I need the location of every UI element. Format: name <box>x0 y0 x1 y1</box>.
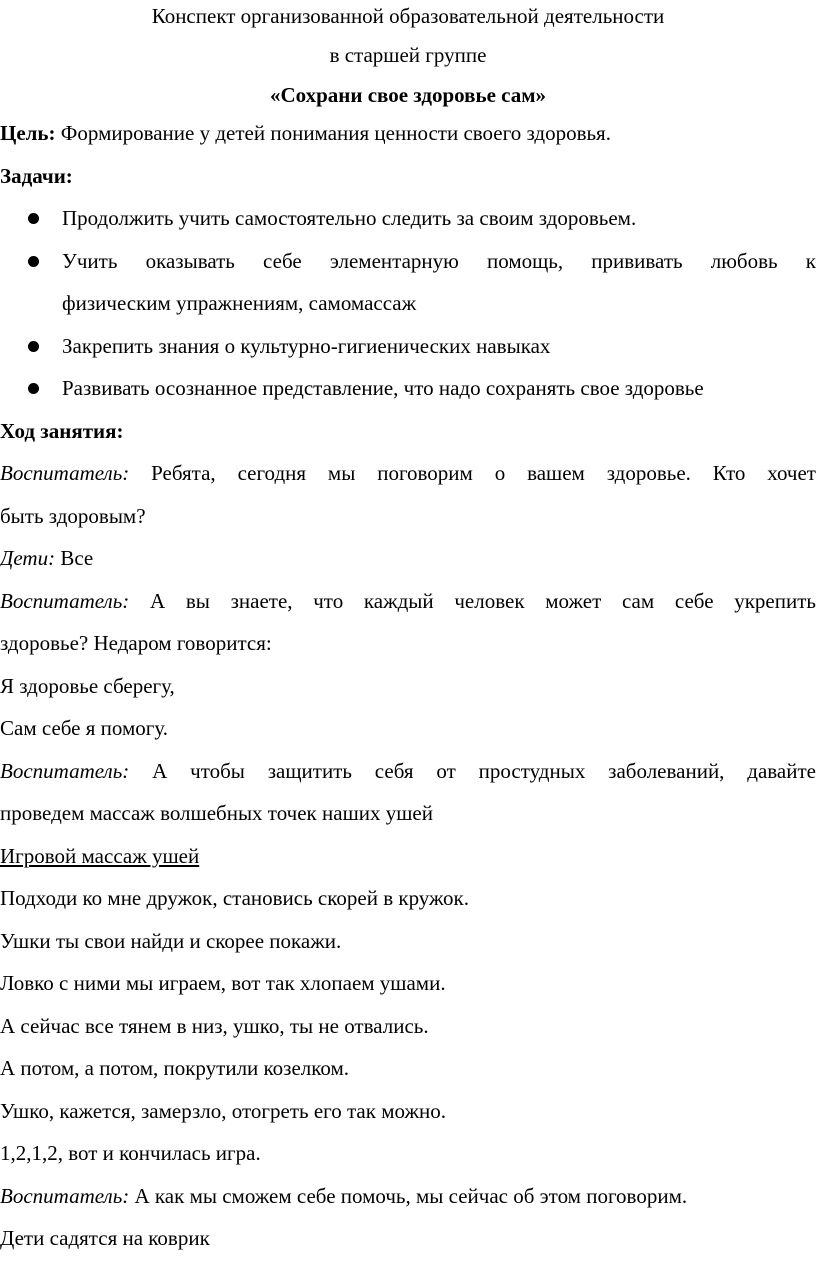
header-line-2: в старшей группе <box>329 43 487 67</box>
game-title: Игровой массаж ушей <box>0 843 200 868</box>
game-line-5: А потом, а потом, покрутили козелком. <box>0 1056 350 1080</box>
document-title: «Сохрани свое здоровье сам» <box>269 83 547 107</box>
game-line-3: Ловко с ними мы играем, вот так хлопаем ушами. <box>0 971 446 995</box>
speaker-teacher: Воспитатель: <box>0 758 130 783</box>
verse-line-1: Я здоровье сберегу, <box>0 673 175 698</box>
lesson-label: Ход занятия: <box>0 418 124 443</box>
bullet-icon <box>28 341 39 352</box>
game-title-line <box>0 841 816 884</box>
game-line-6: Ушко, кажется, замерзло, отогреть его так можно. <box>0 1098 446 1123</box>
bullet-icon <box>28 213 39 224</box>
game-line-1: Подходи ко мне дружок, становись скорей в кружок. <box>0 886 469 910</box>
paragraph-2: Дети: Все <box>0 546 94 570</box>
speaker-teacher: Воспитатель: <box>0 588 130 613</box>
paragraph-4a: Воспитатель: А чтобы защитить себя от простудных заболеваний, давайте <box>0 758 816 783</box>
tasks-label: Задачи: <box>0 163 73 188</box>
closing-line: Дети садятся на коврик <box>0 1226 210 1250</box>
verse-line-2: Сам себе я помогу. <box>0 716 169 740</box>
paragraph-1a: Воспитатель: Ребята, сегодня мы поговорим о вашем здоровье. Кто хочет <box>0 461 816 485</box>
task-item-1: Продолжить учить самостоятельно следить за своим здоровьем. <box>0 203 816 246</box>
paragraph-5: Воспитатель: А как мы сможем себе помочь, мы сейчас об этом поговорим. <box>0 1183 688 1208</box>
bullet-icon <box>28 256 39 267</box>
task-item-2: Учить оказывать себе элементарную помощь, прививать любовь к <box>0 246 816 289</box>
speaker-children: Дети: <box>0 546 56 570</box>
paragraph-4b: проведем массаж волшебных точек наших ушей <box>0 801 433 825</box>
task-item-4: Развивать осознанное представление, что надо сохранять свое здоровье <box>0 373 816 416</box>
game-line-7: 1,2,1,2, вот и кончилась игра. <box>0 1141 261 1165</box>
paragraph-3a: Воспитатель: А вы знаете, что каждый человек может сам себе укрепить <box>0 588 816 613</box>
goal-label: Цель: <box>0 121 56 145</box>
game-line-4: А сейчас все тянем в низ, ушко, ты не отвались. <box>0 1013 429 1038</box>
speaker-teacher: Воспитатель: <box>0 461 130 485</box>
game-line-2: Ушки ты свои найди и скорее покажи. <box>0 928 342 953</box>
task-item-2-cont: физическим упражнениям, самомассаж <box>62 291 417 315</box>
paragraph-1b: быть здоровым? <box>0 503 146 528</box>
bullet-icon <box>28 383 39 394</box>
header-line-1: Конспект организованной образовательной деятельности <box>151 4 665 28</box>
speaker-teacher: Воспитатель: <box>0 1183 130 1208</box>
goal-line <box>0 118 816 161</box>
paragraph-3b: здоровье? Недаром говорится: <box>0 631 272 655</box>
goal-text: Формирование у детей понимания ценности своего здоровья. <box>55 121 611 145</box>
task-item-3: Закрепить знания о культурно-гигиенических навыках <box>0 331 816 374</box>
